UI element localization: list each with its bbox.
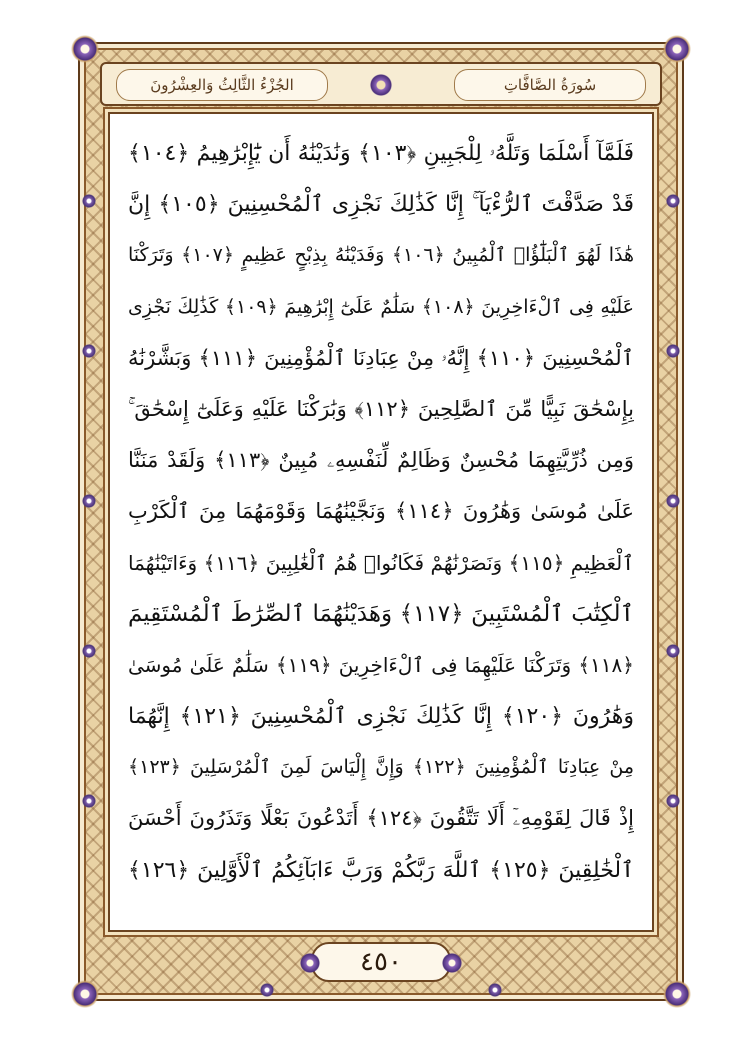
text-line	[128, 589, 634, 640]
rosette-icon	[82, 644, 96, 658]
line-text: إِذْ قَالَ لِقَوْمِهِۦٓ أَلَا تَتَّقُونَ ﴿١٢٤﴾ أَتَدْعُونَ بَعْلًا وَتَذَرُونَ أَحْسَنَ	[128, 806, 634, 831]
rosette-icon	[666, 794, 680, 808]
text-line	[128, 435, 634, 486]
corner-ornament-icon	[662, 979, 692, 1009]
rosette-icon	[82, 494, 96, 508]
verse-lines	[128, 128, 634, 896]
rosette-icon	[260, 983, 274, 997]
line-text: ﴿١١٨﴾ وَتَرَكْنَا عَلَيْهِمَا فِى ٱلْءَاخِرِينَ ﴿١١٩﴾ سَلَٰمٌ عَلَىٰ مُوسَىٰ	[128, 652, 634, 677]
line-text: عَلَىٰ مُوسَىٰ وَهَٰرُونَ ﴿١١٤﴾ وَنَجَّيْنَٰهُمَا وَقَوْمَهُمَا مِنَ ٱلْكَرْبِ	[128, 499, 634, 524]
text-line	[128, 486, 634, 537]
text-line	[128, 230, 634, 281]
header-knot-icon	[369, 73, 393, 97]
text-line	[128, 538, 634, 589]
page-number: ٤٥٠	[311, 942, 451, 982]
rosette-icon	[82, 194, 96, 208]
line-text: ٱلْعَظِيمِ ﴿١١٥﴾ وَنَصَرْنَٰهُمْ فَكَانُوا۟ هُمُ ٱلْغَٰلِبِينَ ﴿١١٦﴾ وَءَاتَيْنَٰهُمَا	[128, 550, 634, 575]
rosette-icon	[488, 983, 502, 997]
text-line	[128, 845, 634, 896]
text-line	[128, 128, 634, 179]
line-text: ٱلْكِتَٰبَ ٱلْمُسْتَبِينَ ﴿١١٧﴾ وَهَدَيْنَٰهُمَا ٱلصِّرَٰطَ ٱلْمُسْتَقِيمَ	[128, 600, 634, 627]
rosette-icon	[666, 494, 680, 508]
page-header	[100, 62, 662, 106]
rosette-icon	[666, 344, 680, 358]
line-text: بِإِسْحَٰقَ نَبِيًّا مِّنَ ٱلصَّٰلِحِينَ ﴿١١٢﴾ وَبَٰرَكْنَا عَلَيْهِ وَعَلَىٰٓ إِسْحَٰقَ ۚ	[128, 396, 634, 421]
line-text: عَلَيْهِ فِى ٱلْءَاخِرِينَ ﴿١٠٨﴾ سَلَٰمٌ عَلَىٰٓ إِبْرَٰهِيمَ ﴿١٠٩﴾ كَذَٰلِكَ نَجْزِى	[128, 295, 634, 318]
juz-name: الجُزْءُ الثَّالِثُ وَالعِشْرُونَ	[116, 69, 328, 101]
line-text: ٱلْمُحْسِنِينَ ﴿١١٠﴾ إِنَّهُۥ مِنْ عِبَادِنَا ٱلْمُؤْمِنِينَ ﴿١١١﴾ وَبَشَّرْنَٰهُ	[128, 345, 634, 370]
text-line	[128, 640, 634, 691]
line-text: هَٰذَا لَهُوَ ٱلْبَلَٰٓؤُا۟ ٱلْمُبِينُ ﴿١٠٦﴾ وَفَدَيْنَٰهُ بِذِبْحٍ عَظِيمٍ ﴿١٠٧﴾ وَتَرَكْنَا	[128, 244, 634, 267]
text-line	[128, 179, 634, 230]
surah-name: سُورَةُ الصَّافَّاتِ	[454, 69, 646, 101]
corner-ornament-icon	[70, 34, 100, 64]
text-line	[128, 691, 634, 742]
line-text: وَمِن ذُرِّيَّتِهِمَا مُحْسِنٌ وَظَالِمٌ لِّنَفْسِهِۦ مُبِينٌ ﴿١١٣﴾ وَلَقَدْ مَنَنَّا	[128, 448, 634, 473]
text-line	[128, 282, 634, 333]
line-text: مِنْ عِبَادِنَا ٱلْمُؤْمِنِينَ ﴿١٢٢﴾ وَإِنَّ إِلْيَاسَ لَمِنَ ٱلْمُرْسَلِينَ ﴿١٢٣﴾	[128, 756, 634, 779]
line-text: قَدْ صَدَّقْتَ ٱلرُّءْيَآ ۚ إِنَّا كَذَٰلِكَ نَجْزِى ٱلْمُحْسِنِينَ ﴿١٠٥﴾ إِنَّ	[128, 192, 634, 218]
corner-ornament-icon	[70, 979, 100, 1009]
text-line	[128, 384, 634, 435]
text-panel	[108, 112, 654, 932]
rosette-icon	[666, 194, 680, 208]
rosette-icon	[82, 344, 96, 358]
corner-ornament-icon	[662, 34, 692, 64]
rosette-icon	[82, 794, 96, 808]
line-text: فَلَمَّآ أَسْلَمَا وَتَلَّهُۥ لِلْجَبِينِ ﴿١٠٣﴾ وَنَٰدَيْنَٰهُ أَن يَٰٓإِبْرَٰهِيمُ ﴿١٠٤﴾	[128, 141, 634, 166]
line-text: ٱلْخَٰلِقِينَ ﴿١٢٥﴾ ٱللَّهَ رَبَّكُمْ وَرَبَّ ءَابَآئِكُمُ ٱلْأَوَّلِينَ ﴿١٢٦﴾	[128, 857, 634, 883]
text-line	[128, 793, 634, 844]
text-line	[128, 333, 634, 384]
rosette-icon	[666, 644, 680, 658]
line-text: وَهَٰرُونَ ﴿١٢٠﴾ إِنَّا كَذَٰلِكَ نَجْزِى ٱلْمُحْسِنِينَ ﴿١٢١﴾ إِنَّهُمَا	[128, 704, 634, 730]
text-line	[128, 742, 634, 793]
